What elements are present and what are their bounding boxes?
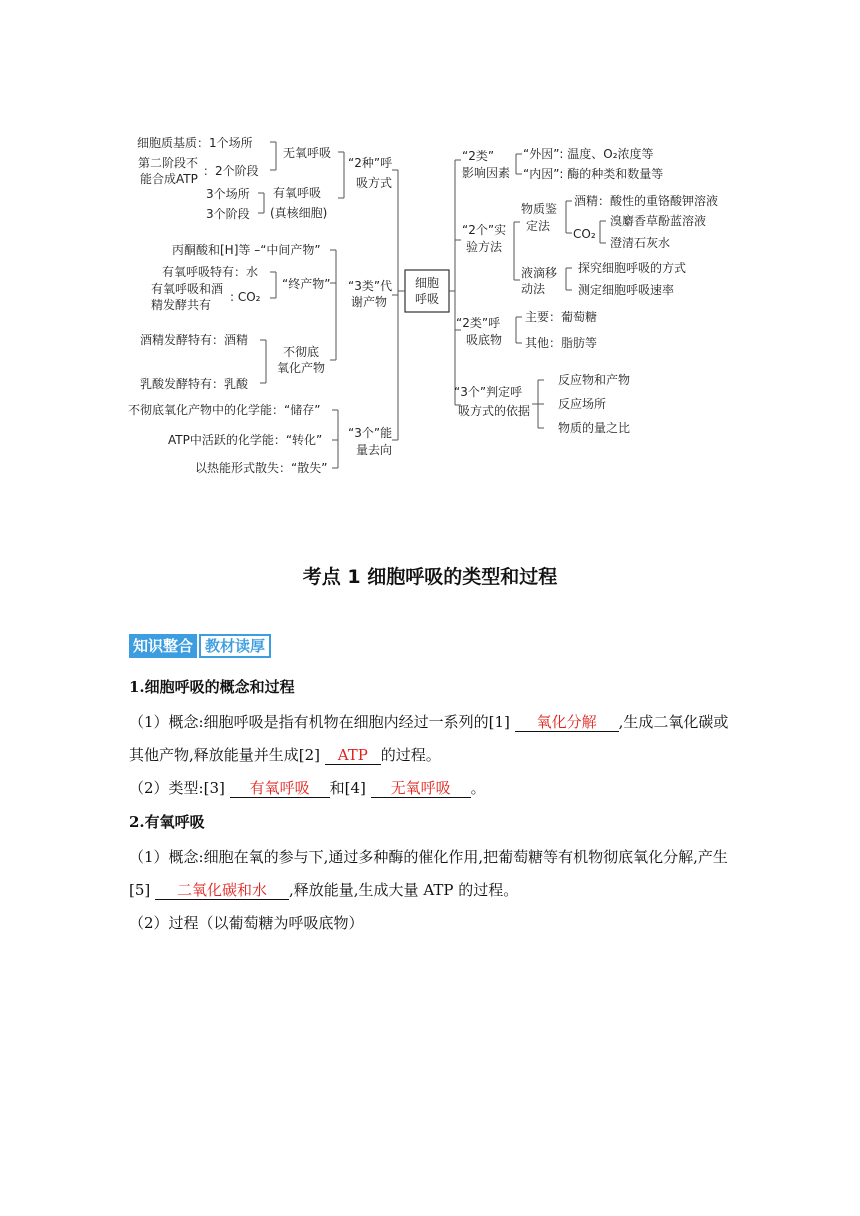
- incomplete-products-1: 不彻底: [283, 345, 320, 359]
- anaerobic-stage-1: 第二阶段不: [138, 156, 199, 170]
- metabolite-branch-2: 谢产物: [351, 295, 388, 309]
- concept-text-a: （1）概念:细胞呼吸是指有机物在细胞内经过一系列的[1]: [129, 713, 515, 731]
- concept-map: [0, 0, 860, 500]
- factors-branch-2: 影响因素: [462, 166, 511, 180]
- main-substrate: 主要：葡萄糖: [525, 310, 598, 324]
- aerobic-text-b: ,释放能量,生成大量 ATP 的过程。: [289, 881, 519, 899]
- methods-branch-2: 验方法: [466, 240, 503, 254]
- external-factor: “外因”: 温度、O₂浓度等: [523, 147, 654, 161]
- measure-rate: 测定细胞呼吸速率: [578, 283, 675, 297]
- identify-method-1: 物质鉴: [521, 202, 558, 216]
- both-have-1: 有氧呼吸和酒: [151, 282, 224, 296]
- intermediate-products: 丙酮酸和[H]等 –“中间产物”: [172, 243, 321, 257]
- types-branch-1: “2种”呼: [348, 156, 393, 170]
- aerobic-stage: 3个阶段: [206, 207, 250, 221]
- judge-criterion-1: 反应物和产物: [558, 373, 631, 387]
- co2-product: : CO₂: [230, 290, 261, 304]
- energy-transfer: ATP中活跃的化学能：“转化”: [168, 433, 323, 447]
- limewater-test: 澄清石灰水: [610, 236, 671, 250]
- end-products: “终产物”: [282, 277, 331, 291]
- alcohol-specific: 酒精发酵特有：酒精: [140, 333, 249, 347]
- droplet-method-1: 液滴移: [521, 266, 558, 280]
- aerobic-specific: 有氧呼吸特有：水: [162, 265, 259, 279]
- substrate-branch-1: “2类”呼: [456, 316, 501, 330]
- co2-test-label: CO₂: [573, 227, 596, 241]
- blank-2: ATP: [325, 746, 381, 765]
- energy-branch-2: 量去向: [356, 443, 393, 457]
- anaerobic-site: 细胞质基质：1个场所: [137, 136, 253, 150]
- badge-left: 知识整合: [129, 634, 197, 658]
- knowledge-badge: [129, 634, 271, 658]
- incomplete-products-2: 氧化产物: [277, 361, 326, 375]
- heading-1: 1.细胞呼吸的概念和过程: [129, 678, 295, 696]
- aerobic-site: 3个场所: [206, 187, 250, 201]
- alcohol-test: 酒精：酸性的重铬酸钾溶液: [574, 194, 719, 208]
- metabolite-branch-1: “3类”代: [348, 279, 393, 293]
- energy-store: 不彻底氧化产物中的化学能：“储存”: [128, 403, 321, 417]
- energy-branch-1: “3个”能: [348, 426, 393, 440]
- heading-2: 2.有氧呼吸: [129, 813, 205, 831]
- judge-criterion-2: 反应场所: [558, 397, 607, 411]
- types-text-b: 和[4]: [329, 779, 371, 797]
- explore-mode: 探究细胞呼吸的方式: [578, 261, 687, 275]
- types-text-a: （2）类型:[3]: [129, 779, 230, 797]
- substrate-branch-2: 吸底物: [466, 333, 503, 347]
- blank-5: 二氧化碳和水: [155, 881, 289, 900]
- concept-text-b: ,生成二氧化碳或其他产物,释放能量并生成[2]: [129, 713, 729, 764]
- anaerobic-stage-count: ：2个阶段: [203, 164, 259, 178]
- anaerobic-stage-2: 能合成ATP: [140, 172, 198, 186]
- judge-criterion-3: 物质的量之比: [558, 421, 631, 435]
- anaerobic-label: 无氧呼吸: [283, 146, 332, 160]
- paragraph-aerobic-concept: [129, 841, 739, 907]
- paragraph-concept: [129, 706, 739, 772]
- blank-4: 无氧呼吸: [371, 779, 471, 798]
- types-branch-2: 吸方式: [356, 176, 393, 190]
- center-label-2: 呼吸: [415, 292, 440, 306]
- blank-1: 氧化分解: [515, 713, 619, 732]
- aerobic-text-a: （1）概念:细胞在氧的参与下,通过多种酶的催化作用,把葡萄糖等有机物彻底氧化分解,产生[5]: [129, 848, 728, 899]
- judge-branch-2: 吸方式的依据: [458, 404, 531, 418]
- judge-branch-1: “3个”判定呼: [454, 385, 523, 399]
- other-substrate: 其他：脂肪等: [525, 336, 598, 350]
- paragraph-process: （2）过程（以葡萄糖为呼吸底物）: [129, 914, 364, 932]
- aerobic-label: 有氧呼吸: [273, 186, 322, 200]
- center-label-1: 细胞: [415, 276, 440, 290]
- section-title: 考点 1 细胞呼吸的类型和过程: [302, 566, 558, 588]
- factors-branch-1: “2类”: [462, 149, 495, 163]
- internal-factor: “内因”: 酶的种类和数量等: [523, 167, 664, 181]
- droplet-method-2: 动法: [521, 282, 546, 296]
- identify-method-2: 定法: [526, 219, 551, 233]
- blank-3: 有氧呼吸: [230, 779, 330, 798]
- bromothymol-test: 溴麝香草酚蓝溶液: [610, 214, 707, 228]
- concept-text-c: 的过程。: [380, 746, 441, 764]
- paragraph-types: [129, 772, 739, 805]
- aerobic-note: (真核细胞): [270, 206, 328, 220]
- types-text-c: 。: [470, 779, 486, 797]
- badge-right: 教材读厚: [199, 634, 271, 658]
- energy-lost: 以热能形式散失：“散失”: [195, 461, 328, 475]
- methods-branch-1: “2个”实: [462, 223, 507, 237]
- lactic-specific: 乳酸发酵特有：乳酸: [140, 377, 249, 391]
- both-have-2: 精发酵共有: [151, 298, 212, 312]
